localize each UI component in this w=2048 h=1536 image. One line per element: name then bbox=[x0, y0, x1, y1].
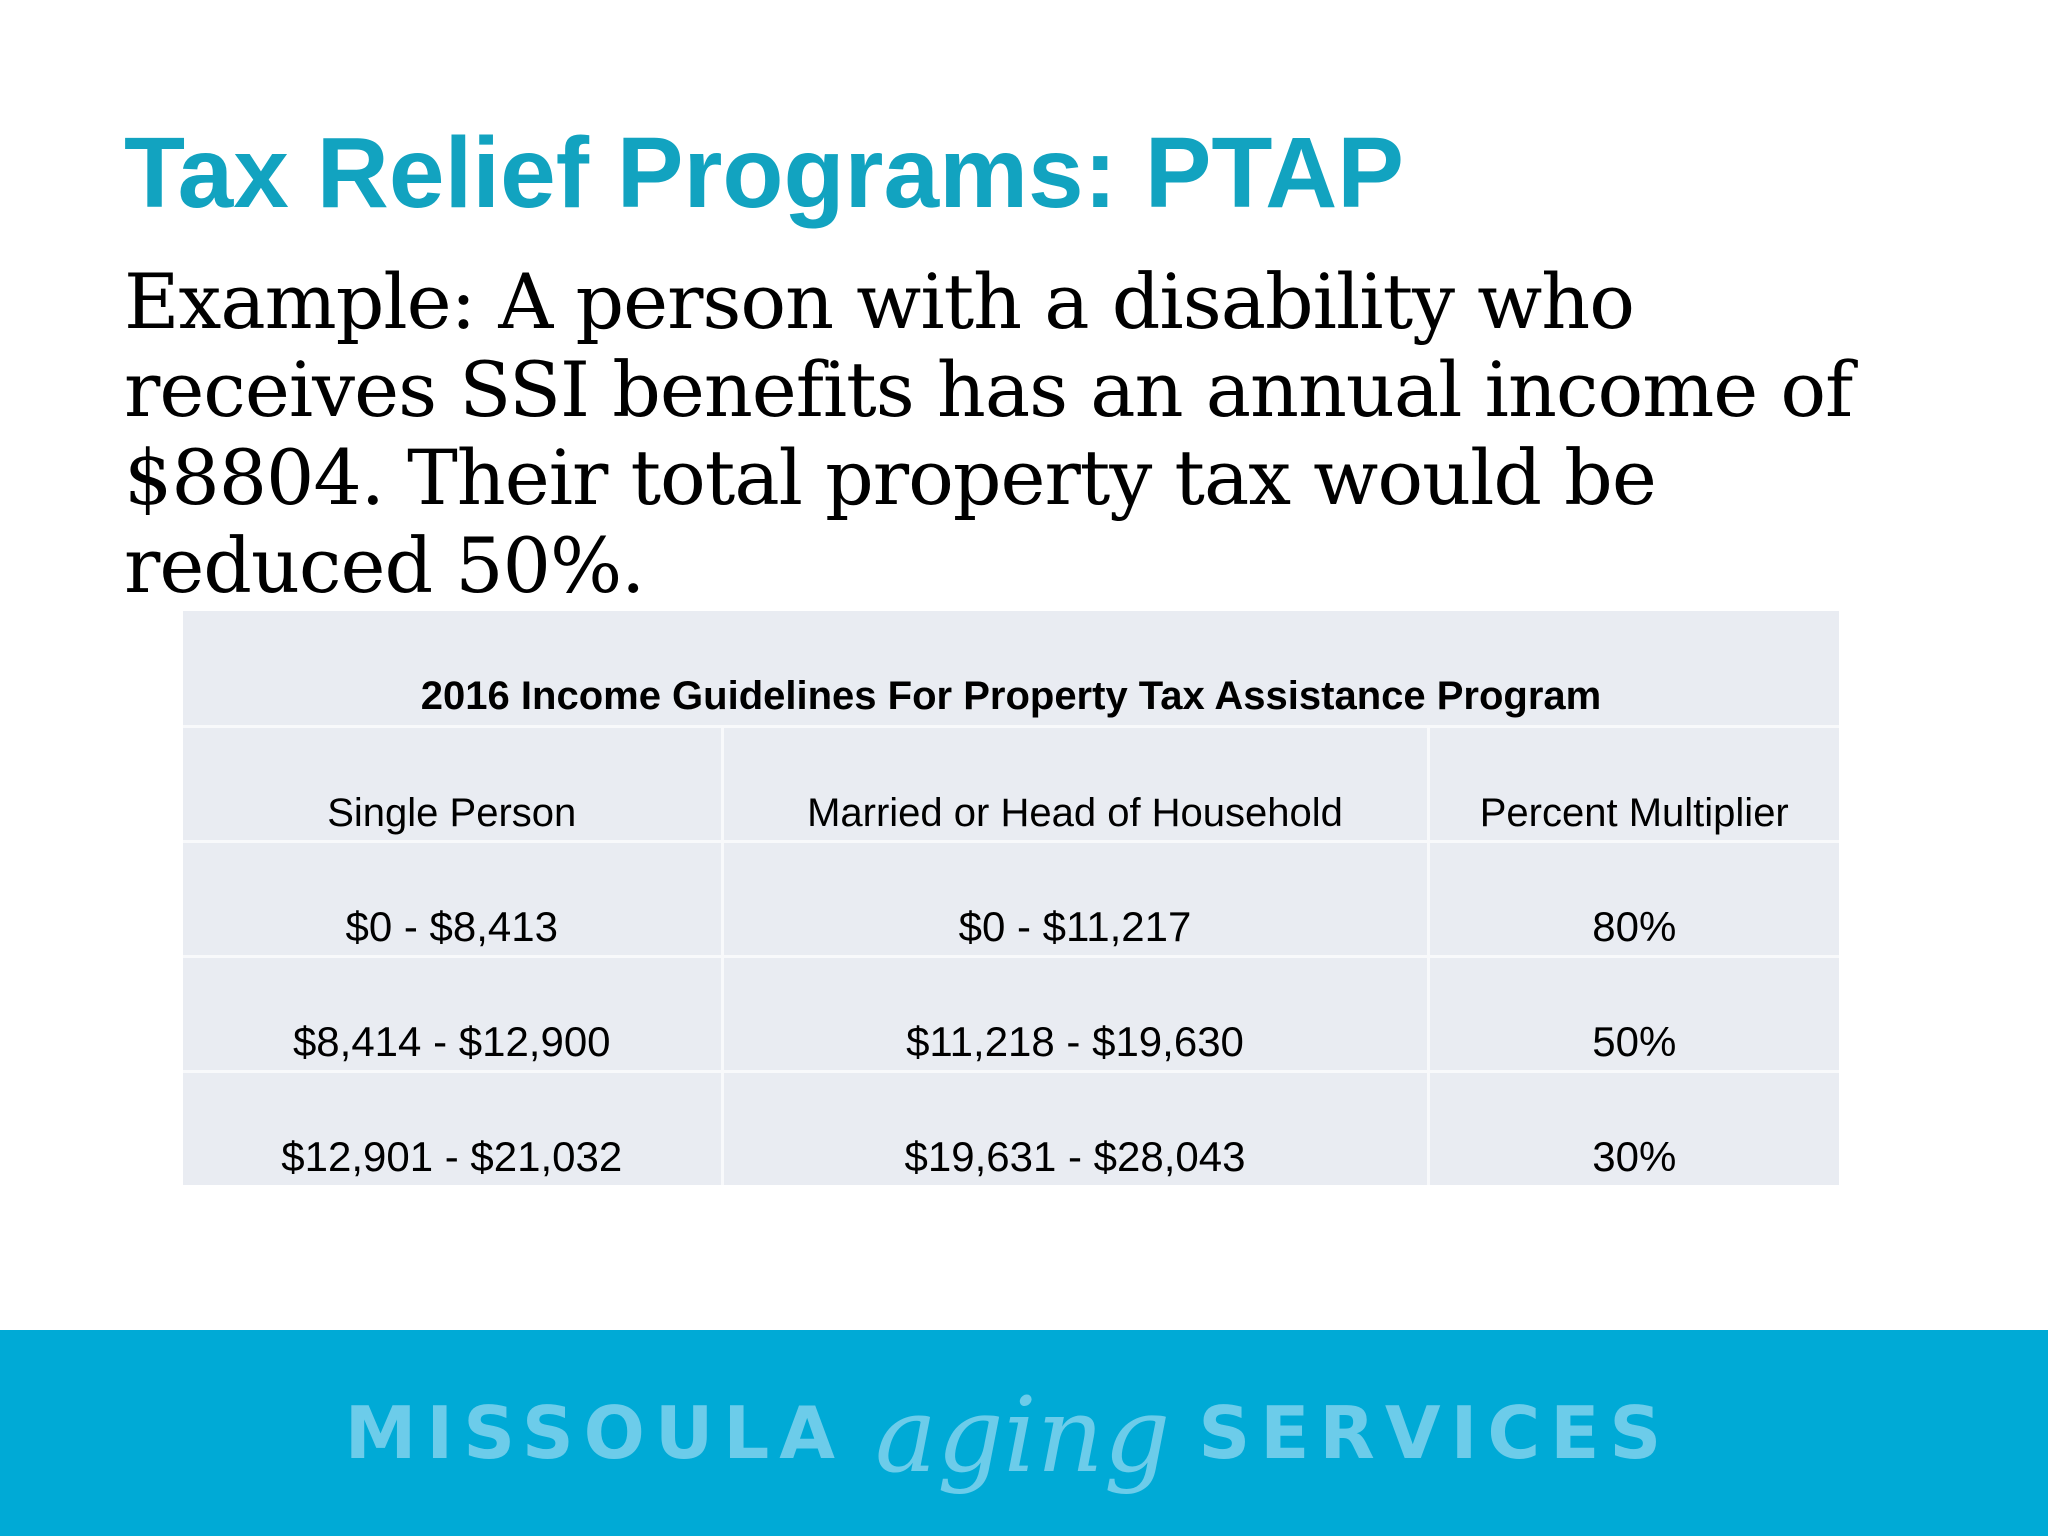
table-row bbox=[183, 842, 1839, 957]
logo-word-services: SERVICES bbox=[1198, 1391, 1672, 1475]
example-text: Example: A person with a disability who receives SSI benefits has an annual income of $8804. Their total property tax would be reduced 50%. bbox=[124, 257, 1853, 610]
cell-single-person: $12,901 - $21,032 bbox=[183, 1072, 722, 1186]
logo-word-aging: aging bbox=[874, 1374, 1171, 1496]
table-row bbox=[183, 957, 1839, 1072]
header-single-person: Single Person bbox=[183, 727, 722, 842]
cell-married-head-of-household: $11,218 - $19,630 bbox=[722, 957, 1428, 1072]
slide-title: Tax Relief Programs: PTAP bbox=[124, 117, 1404, 229]
header-percent-multiplier: Percent Multiplier bbox=[1428, 727, 1839, 842]
cell-percent-multiplier: 80% bbox=[1428, 842, 1839, 957]
table-header-row bbox=[183, 727, 1839, 842]
table-caption-row bbox=[183, 611, 1839, 727]
cell-married-head-of-household: $0 - $11,217 bbox=[722, 842, 1428, 957]
cell-single-person: $8,414 - $12,900 bbox=[183, 957, 722, 1072]
header-married-head-of-household: Married or Head of Household bbox=[722, 727, 1428, 842]
income-guidelines-table-wrap bbox=[183, 611, 1839, 1185]
cell-single-person: $0 - $8,413 bbox=[183, 842, 722, 957]
cell-percent-multiplier: 50% bbox=[1428, 957, 1839, 1072]
table-row bbox=[183, 1072, 1839, 1186]
income-guidelines-table bbox=[183, 611, 1839, 1185]
table-caption: 2016 Income Guidelines For Property Tax Assistance Program bbox=[183, 611, 1839, 727]
logo-word-missoula: MISSOULA bbox=[344, 1391, 845, 1475]
cell-married-head-of-household: $19,631 - $28,043 bbox=[722, 1072, 1428, 1186]
missoula-aging-services-logo bbox=[0, 1330, 2032, 1536]
cell-percent-multiplier: 30% bbox=[1428, 1072, 1839, 1186]
footer-band bbox=[0, 1330, 2048, 1536]
